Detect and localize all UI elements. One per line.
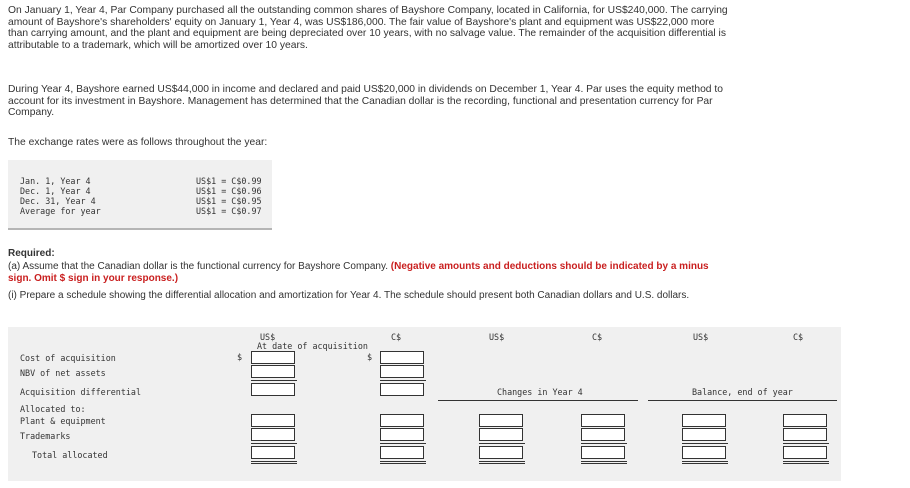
rate-value: US$1 = C$0.97 [196, 206, 262, 216]
required-part-i: (i) Prepare a schedule showing the differential allocation and amortization for Year 4. The schedule should present both Canadian dollars and U.S. dollars. [8, 290, 690, 301]
input-plant-us-acq[interactable] [251, 414, 295, 427]
subheader-at-date-of-acquisition: At date of acquisition [257, 341, 368, 351]
row-plant-equipment: Plant & equipment [20, 416, 106, 426]
rate-date: Average for year [20, 206, 101, 216]
input-plant-cad-changes[interactable] [581, 414, 625, 427]
subtotal-underline [479, 443, 525, 444]
rate-value: US$1 = C$0.95 [196, 196, 262, 206]
header-underline [648, 400, 837, 401]
input-total-us-acq[interactable] [251, 446, 295, 459]
part-a-formatting-note: (Negative amounts and deductions should be indicated by a minus sign. Omit $ sign in your response.) [8, 261, 709, 284]
input-trademarks-us-changes[interactable] [479, 428, 523, 441]
input-trademarks-us-balance[interactable] [682, 428, 726, 441]
rate-date: Dec. 1, Year 4 [20, 186, 91, 196]
subheader-changes-in-year-4: Changes in Year 4 [497, 387, 583, 397]
intro-paragraph-2: During Year 4, Bayshore earned US$44,000 in income and declared and paid US$20,000 in dividends on December 1, Year 4. Par uses the equity method to account for its investment in Bayshore. Management has determined that the Canadian dollar is the recording, functional and presentation currency for Par Company. [8, 84, 723, 119]
total-double-underline [682, 461, 728, 464]
input-acq-diff-cad[interactable] [380, 383, 424, 396]
total-double-underline [251, 461, 297, 464]
input-cost-us[interactable] [251, 351, 295, 364]
subtotal-underline [251, 443, 297, 444]
input-plant-us-balance[interactable] [682, 414, 726, 427]
dollar-sign: $ [237, 352, 243, 362]
subtotal-underline [380, 380, 426, 381]
total-double-underline [783, 461, 829, 464]
col-header-us-acq: US$ [260, 332, 276, 342]
total-double-underline [479, 461, 525, 464]
input-acq-diff-us[interactable] [251, 383, 295, 396]
col-header-us-changes: US$ [489, 332, 505, 342]
col-header-us-balance: US$ [693, 332, 709, 342]
subtotal-underline [251, 380, 297, 381]
input-plant-us-changes[interactable] [479, 414, 523, 427]
rate-date: Jan. 1, Year 4 [20, 176, 91, 186]
differential-schedule [8, 327, 841, 481]
col-header-cad-acq: C$ [391, 332, 402, 342]
input-trademarks-cad-balance[interactable] [783, 428, 827, 441]
required-heading: Required: [8, 248, 55, 259]
input-total-us-balance[interactable] [682, 446, 726, 459]
input-plant-cad-balance[interactable] [783, 414, 827, 427]
input-trademarks-cad-acq[interactable] [380, 428, 424, 441]
header-underline [438, 400, 638, 401]
input-nbv-cad[interactable] [380, 365, 424, 378]
row-cost-of-acquisition: Cost of acquisition [20, 353, 116, 363]
subtotal-underline [783, 443, 829, 444]
input-trademarks-us-acq[interactable] [251, 428, 295, 441]
subheader-balance-end-of-year: Balance, end of year [692, 387, 793, 397]
row-acquisition-differential: Acquisition differential [20, 387, 142, 397]
input-total-cad-changes[interactable] [581, 446, 625, 459]
subtotal-underline [682, 443, 728, 444]
input-total-us-changes[interactable] [479, 446, 523, 459]
rate-date: Dec. 31, Year 4 [20, 196, 96, 206]
required-part-a [8, 261, 728, 285]
input-cost-cad[interactable] [380, 351, 424, 364]
input-plant-cad-acq[interactable] [380, 414, 424, 427]
rate-value: US$1 = C$0.96 [196, 186, 262, 196]
intro-paragraph-1: On January 1, Year 4, Par Company purchased all the outstanding common shares of Bayshore Company, located in California, for US$240,000. The carrying amount of Bayshore's shareholders' equity on January 1, Year 4, was US$186,000. The fair value of Bayshore's plant and equipment was US$22,000 more than carrying amount, and the plant and equipment are being depreciated over 10 years, with no salvage value. The remainder of the acquisition differential is attributable to a trademark, which will be amortized over 10 years. [8, 5, 728, 51]
row-total-allocated: Total allocated [32, 450, 108, 460]
row-nbv-net-assets: NBV of net assets [20, 368, 106, 378]
subtotal-underline [380, 443, 426, 444]
dollar-sign: $ [367, 352, 373, 362]
row-allocated-to: Allocated to: [20, 404, 86, 414]
rate-value: US$1 = C$0.99 [196, 176, 262, 186]
col-header-cad-balance: C$ [793, 332, 804, 342]
col-header-cad-changes: C$ [592, 332, 603, 342]
input-trademarks-cad-changes[interactable] [581, 428, 625, 441]
subtotal-underline [581, 443, 627, 444]
exchange-rates-table [8, 160, 272, 230]
input-nbv-us[interactable] [251, 365, 295, 378]
row-trademarks: Trademarks [20, 431, 71, 441]
exchange-rates-intro: The exchange rates were as follows throughout the year: [8, 137, 268, 148]
part-a-instruction: (a) Assume that the Canadian dollar is the functional currency for Bayshore Company. [8, 261, 389, 272]
total-double-underline [380, 461, 426, 464]
input-total-cad-acq[interactable] [380, 446, 424, 459]
input-total-cad-balance[interactable] [783, 446, 827, 459]
total-double-underline [581, 461, 627, 464]
